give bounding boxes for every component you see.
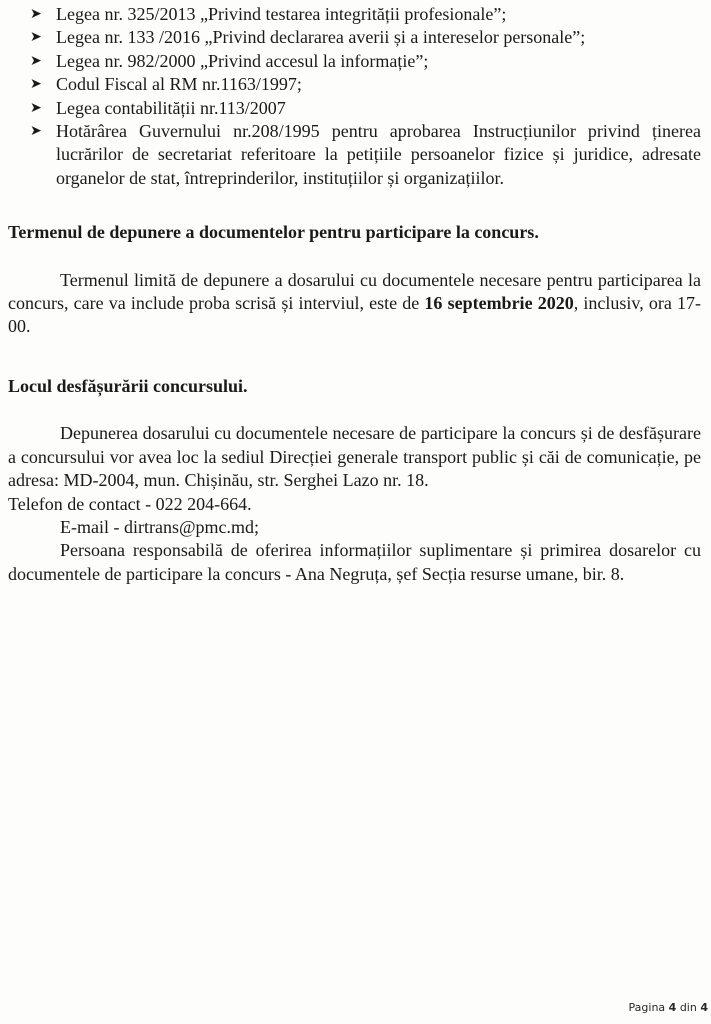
arrowhead-right-icon: ➤ <box>30 29 42 46</box>
deadline-text-end: , inclusiv, ora 17-00. <box>8 293 701 337</box>
deadline-date: 16 septembrie 2020 <box>424 293 574 314</box>
email-link[interactable]: dirtrans@pmc.md <box>123 516 255 537</box>
email-suffix: ; <box>254 516 260 537</box>
list-item-text: Legea nr. 982/2000 „Privind accesul la informație”; <box>56 50 429 71</box>
deadline-text: Termenul limită de depunere a dosarului cu documentele necesare pentru participarea la concurs, care va include proba scrisă și interviul, este de <box>8 269 701 314</box>
deadline-paragraph <box>8 269 701 339</box>
laws-list <box>8 3 701 190</box>
page-label: Pagina <box>628 1001 666 1014</box>
list-item-text: Legea nr. 133 /2016 „Privind declararea averii și a intereselor personale”; <box>56 27 586 48</box>
list-item-text: Hotărârea Guvernului nr.208/1995 pentru aprobarea Instrucțiunilor privind ținerea lucrărilor de secretariat referitoare la petițiile persoanelor fizice și juridice, adresate organelor de stat, întreprinderilor, instituțiilor și organizațiilor. <box>56 121 701 188</box>
list-item <box>8 120 701 190</box>
phone-line: Telefon de contact - 022 204-664. <box>8 493 252 514</box>
arrowhead-right-icon: ➤ <box>30 99 42 116</box>
email-line <box>8 516 701 539</box>
list-item-text: Legea nr. 325/2013 „Privind testarea integrității profesionale”; <box>56 4 507 24</box>
list-item-text: Codul Fiscal al RM nr.1163/1997; <box>56 74 302 95</box>
deadline-heading: Termenul de depunere a documentelor pentru participare la concurs. <box>8 222 539 243</box>
of-label: din <box>679 1001 697 1014</box>
list-item <box>8 26 701 49</box>
current-page: 4 <box>668 1001 677 1014</box>
document-page <box>8 3 701 586</box>
list-item-text: Legea contabilității nr.113/2007 <box>56 97 286 118</box>
arrowhead-right-icon: ➤ <box>30 52 42 69</box>
responsible-person-paragraph: Persoana responsabilă de oferirea informațiilor suplimentare și primirea dosarelor cu documentele de participare la concurs - Ana Negruța, șef Secția resurse umane, bir. 8. <box>8 540 701 584</box>
location-paragraph: Depunerea dosarului cu documentele necesare de participare la concurs și de desfășurare a concursului vor avea loc la sediul Direcției generale transport public și căi de comunicație, pe adresa: MD-2004, mun. Chișinău, str. Serghei Lazo nr. 18. <box>8 423 701 491</box>
list-item <box>8 50 701 73</box>
list-item <box>8 3 701 26</box>
email-label: E-mail - <box>60 516 124 537</box>
arrowhead-right-icon: ➤ <box>30 123 42 140</box>
list-item <box>8 73 701 96</box>
list-item <box>8 97 701 120</box>
arrowhead-right-icon: ➤ <box>30 76 42 93</box>
location-heading: Locul desfășurării concursului. <box>8 375 248 396</box>
arrowhead-right-icon: ➤ <box>30 6 42 22</box>
total-pages: 4 <box>700 1001 708 1014</box>
page-number-footer <box>629 996 708 1019</box>
